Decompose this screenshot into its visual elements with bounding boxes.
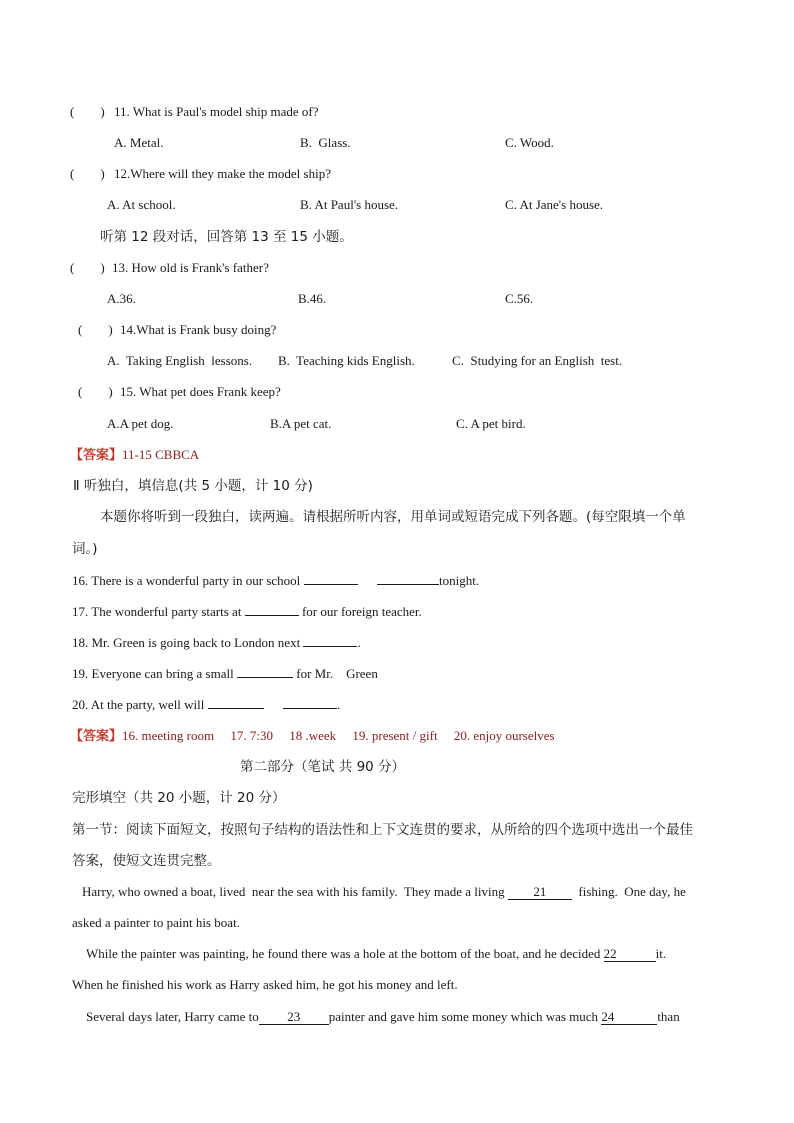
option-a: A. Taking English lessons. (107, 353, 253, 368)
option-a: A.36. (107, 291, 136, 306)
instruction-line: 第一节：阅读下面短文，按照句子结构的语法性和上下文连贯的要求，从所给的四个选项中选出一个最佳 (72, 822, 693, 838)
option-a: A.A pet dog. (107, 416, 174, 431)
answer-blank[interactable] (283, 695, 337, 709)
passage-line (86, 1008, 680, 1026)
question-13-options (0, 290, 794, 308)
cloze-blank-21[interactable]: 21 (508, 884, 572, 900)
passage-text: than (657, 1009, 680, 1024)
question-14-options (0, 352, 794, 370)
passage-line: asked a painter to paint his boat. (72, 915, 240, 930)
option-c: C. At Jane's house. (505, 197, 604, 212)
option-c: C. Wood. (505, 135, 554, 150)
option-b: B. At Paul's house. (300, 197, 399, 212)
answer-text: 16. meeting room 17. 7:30 18 .week 19. present / gift 20. enjoy ourselves (122, 728, 555, 743)
option-b: B.46. (298, 291, 327, 306)
question-14 (0, 321, 794, 339)
section-heading: Ⅱ 听独白，填信息(共 5 小题，计 10 分) (73, 478, 313, 494)
answer-tag: 【答案】 (70, 448, 123, 463)
question-stem: 11. What is Paul's model ship made of? (114, 104, 319, 119)
question-17 (72, 602, 422, 621)
dialog-instruction: 听第 12 段对话，回答第 13 至 15 小题。 (100, 229, 353, 245)
instruction-line: 词。) (72, 541, 98, 557)
question-text: 18. Mr. Green is going back to London next (72, 635, 301, 650)
question-12 (0, 165, 794, 183)
passage-text: Harry, who owned a boat, lived near the sea with his family. They made a living (82, 884, 505, 899)
question-11-options (0, 134, 794, 152)
answer-tag: 【答案】 (70, 729, 123, 744)
question-text: 17. The wonderful party starts at (72, 604, 242, 619)
answer-blank[interactable] (303, 633, 357, 647)
question-15 (0, 383, 794, 401)
section-title: 第二部分（笔试 共 90 分） (240, 759, 406, 775)
option-c: C. A pet bird. (456, 416, 526, 431)
passage-line: When he finished his work as Harry asked him, he got his money and left. (72, 977, 458, 992)
passage-text: fishing. One day, he (578, 884, 686, 899)
question-text: for Mr. Green (296, 666, 378, 681)
question-15-options (0, 415, 794, 433)
instruction-line: 答案，使短文连贯完整。 (72, 853, 221, 869)
question-11 (0, 103, 794, 121)
question-text: . (337, 697, 341, 712)
passage-text: While the painter was painting, he found there was a hole at the bottom of the boat, and he decided (86, 946, 601, 961)
answer-bracket: ( ) (78, 322, 113, 337)
cloze-blank-22[interactable]: 22 (604, 946, 656, 962)
cloze-heading: 完形填空（共 20 小题，计 20 分） (72, 790, 286, 806)
question-18 (72, 633, 361, 652)
option-b: B. Teaching kids English. (278, 353, 415, 368)
answer-key-11-15 (70, 446, 199, 465)
answer-bracket: ( ) (70, 104, 105, 119)
answer-text: 11-15 CBBCA (122, 447, 200, 462)
answer-bracket: ( ) (70, 166, 105, 181)
question-stem: 14.What is Frank busy doing? (120, 322, 277, 337)
option-a: A. At school. (107, 197, 176, 212)
question-12-options (0, 196, 794, 214)
option-c: C.56. (505, 291, 534, 306)
question-text: 16. There is a wonderful party in our school (72, 573, 301, 588)
question-text: for our foreign teacher. (301, 604, 422, 619)
question-stem: 15. What pet does Frank keep? (120, 384, 281, 399)
answer-key-16-20 (70, 727, 555, 746)
question-16 (72, 571, 479, 590)
instruction-line: 本题你将听到一段独白，读两遍。请根据所听内容，用单词或短语完成下列各题。(每空限填一个单 (100, 509, 686, 525)
question-19 (72, 664, 378, 683)
passage-line (86, 945, 666, 963)
passage-text: painter and gave him some money which was much (328, 1009, 599, 1024)
answer-blank[interactable] (245, 602, 299, 616)
question-text: . (357, 635, 361, 650)
question-text: 19. Everyone can bring a small (72, 666, 234, 681)
passage-text: it. (655, 946, 667, 961)
answer-blank[interactable] (304, 571, 358, 585)
passage-text: Several days later, Harry came to (86, 1009, 259, 1024)
answer-blank[interactable] (237, 664, 293, 678)
question-13 (0, 259, 794, 277)
passage-line (82, 883, 686, 901)
answer-blank[interactable] (377, 571, 439, 585)
question-text: 20. At the party, well will (72, 697, 205, 712)
cloze-blank-23[interactable]: 23 (259, 1009, 329, 1025)
question-20 (72, 695, 340, 714)
question-stem: 13. How old is Frank's father? (112, 260, 269, 275)
option-c: C. Studying for an English test. (452, 353, 623, 368)
question-stem: 12.Where will they make the model ship? (114, 166, 331, 181)
option-b: B. Glass. (300, 135, 351, 150)
cloze-blank-24[interactable]: 24 (601, 1009, 657, 1025)
option-b: B.A pet cat. (270, 416, 332, 431)
question-text: tonight. (439, 573, 480, 588)
answer-bracket: ( ) (70, 260, 105, 275)
answer-bracket: ( ) (78, 384, 113, 399)
answer-blank[interactable] (208, 695, 264, 709)
option-a: A. Metal. (114, 135, 164, 150)
